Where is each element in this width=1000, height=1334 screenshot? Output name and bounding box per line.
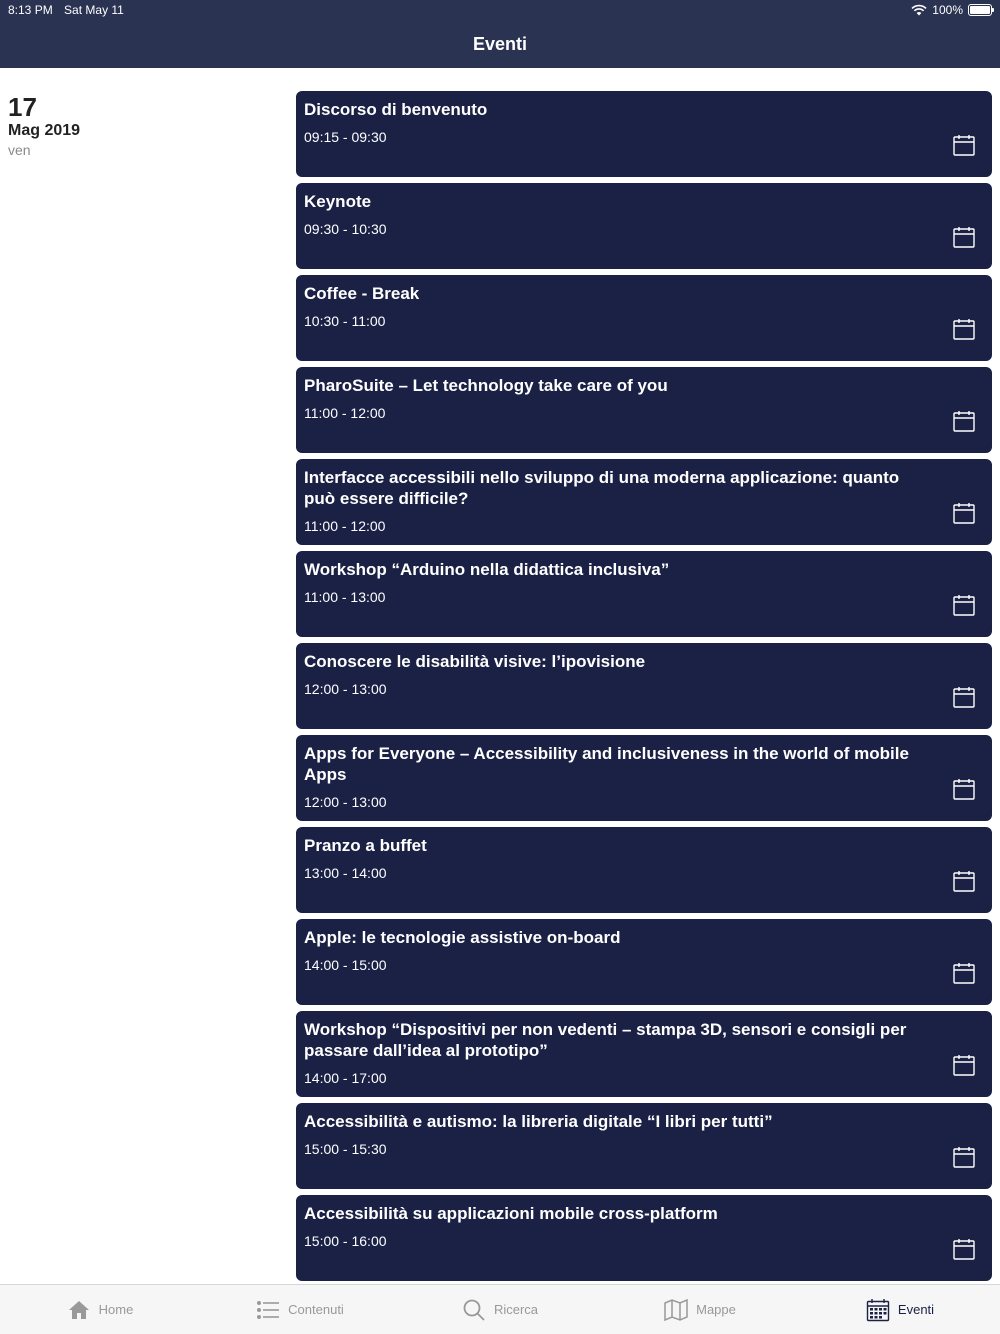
search-icon: [462, 1298, 486, 1322]
event-title: Apps for Everyone – Accessibility and inclusiveness in the world of mobile Apps: [304, 744, 909, 784]
calendar-icon: [866, 1298, 890, 1322]
event-title: Coffee - Break: [304, 284, 420, 303]
event-title: Workshop “Dispositivi per non vedenti – stampa 3D, sensori e consigli per passare dall’idea al prototipo”: [304, 1020, 907, 1060]
tab-bar: [0, 1284, 1000, 1334]
event-time: 15:00 - 15:30: [304, 1141, 387, 1157]
event-title: Accessibilità e autismo: la libreria digitale “I libri per tutti”: [304, 1112, 773, 1131]
tab-ricerca[interactable]: [400, 1285, 600, 1334]
event-time: 11:00 - 12:00: [304, 405, 386, 421]
event-title: Interfacce accessibili nello sviluppo di una moderna applicazione: quanto può essere difficile?: [304, 468, 900, 508]
tab-mappe[interactable]: [600, 1285, 800, 1334]
add-to-calendar-icon[interactable]: [952, 1053, 976, 1077]
add-to-calendar-icon[interactable]: [952, 133, 976, 157]
battery-icon: [968, 4, 992, 16]
add-to-calendar-icon[interactable]: [952, 501, 976, 525]
tab-label: Ricerca: [493, 1302, 539, 1317]
event-time: 13:00 - 14:00: [304, 865, 387, 881]
event-card[interactable]: [296, 1103, 992, 1189]
event-title: Accessibilità su applicazioni mobile cross-platform: [304, 1204, 718, 1223]
event-title: Discorso di benvenuto: [304, 100, 488, 119]
add-to-calendar-icon[interactable]: [952, 409, 976, 433]
map-icon: [664, 1298, 688, 1322]
tab-label: Contenuti: [288, 1302, 344, 1317]
event-title: Keynote: [304, 192, 372, 211]
event-title: Apple: le tecnologie assistive on-board: [304, 928, 621, 947]
add-to-calendar-icon[interactable]: [952, 777, 976, 801]
event-card[interactable]: [296, 735, 992, 821]
tab-eventi[interactable]: [800, 1285, 1000, 1334]
status-date: Sat May 11: [64, 3, 124, 17]
event-card[interactable]: [296, 1195, 992, 1281]
event-time: 09:30 - 10:30: [304, 221, 387, 237]
date-weekday: ven: [8, 142, 31, 158]
home-icon: [67, 1298, 91, 1322]
event-card[interactable]: [296, 91, 992, 177]
wifi-icon: [911, 4, 927, 16]
event-card[interactable]: [296, 643, 992, 729]
event-card[interactable]: [296, 1011, 992, 1097]
date-header: [8, 92, 278, 158]
status-bar: [0, 0, 1000, 20]
status-time: 8:13 PM: [8, 3, 53, 17]
tab-label: Home: [98, 1302, 134, 1317]
event-card[interactable]: [296, 183, 992, 269]
add-to-calendar-icon[interactable]: [952, 961, 976, 985]
event-title: Conoscere le disabilità visive: l’ipovisione: [304, 652, 646, 671]
add-to-calendar-icon[interactable]: [952, 593, 976, 617]
event-card[interactable]: [296, 459, 992, 545]
add-to-calendar-icon[interactable]: [952, 1145, 976, 1169]
event-time: 12:00 - 13:00: [304, 681, 387, 697]
event-time: 11:00 - 13:00: [304, 589, 386, 605]
event-time: 10:30 - 11:00: [304, 313, 386, 329]
tab-label: Mappe: [696, 1302, 736, 1317]
tab-label: Eventi: [897, 1302, 935, 1317]
add-to-calendar-icon[interactable]: [952, 317, 976, 341]
tab-home[interactable]: [0, 1285, 200, 1334]
event-time: 14:00 - 15:00: [304, 957, 387, 973]
event-card[interactable]: [296, 275, 992, 361]
battery-percent: 100%: [932, 3, 963, 17]
page-title: Eventi: [472, 33, 528, 54]
event-card[interactable]: [296, 551, 992, 637]
event-card[interactable]: [296, 919, 992, 1005]
event-title: PharoSuite – Let technology take care of you: [304, 376, 668, 395]
events-list[interactable]: [296, 91, 992, 1284]
event-time: 11:00 - 12:00: [304, 518, 386, 534]
nav-bar: [0, 20, 1000, 68]
event-card[interactable]: [296, 367, 992, 453]
event-time: 14:00 - 17:00: [304, 1070, 387, 1086]
event-time: 15:00 - 16:00: [304, 1233, 387, 1249]
event-title: Pranzo a buffet: [304, 836, 427, 855]
event-time: 12:00 - 13:00: [304, 794, 387, 810]
date-month-year: Mag 2019: [8, 122, 81, 139]
add-to-calendar-icon[interactable]: [952, 225, 976, 249]
add-to-calendar-icon[interactable]: [952, 685, 976, 709]
add-to-calendar-icon[interactable]: [952, 1237, 976, 1261]
tab-contenuti[interactable]: [200, 1285, 400, 1334]
list-icon: [256, 1298, 280, 1322]
event-title: Workshop “Arduino nella didattica inclusiva”: [304, 560, 670, 579]
event-time: 09:15 - 09:30: [304, 129, 387, 145]
add-to-calendar-icon[interactable]: [952, 869, 976, 893]
event-card[interactable]: [296, 827, 992, 913]
date-day: 17: [8, 92, 37, 122]
